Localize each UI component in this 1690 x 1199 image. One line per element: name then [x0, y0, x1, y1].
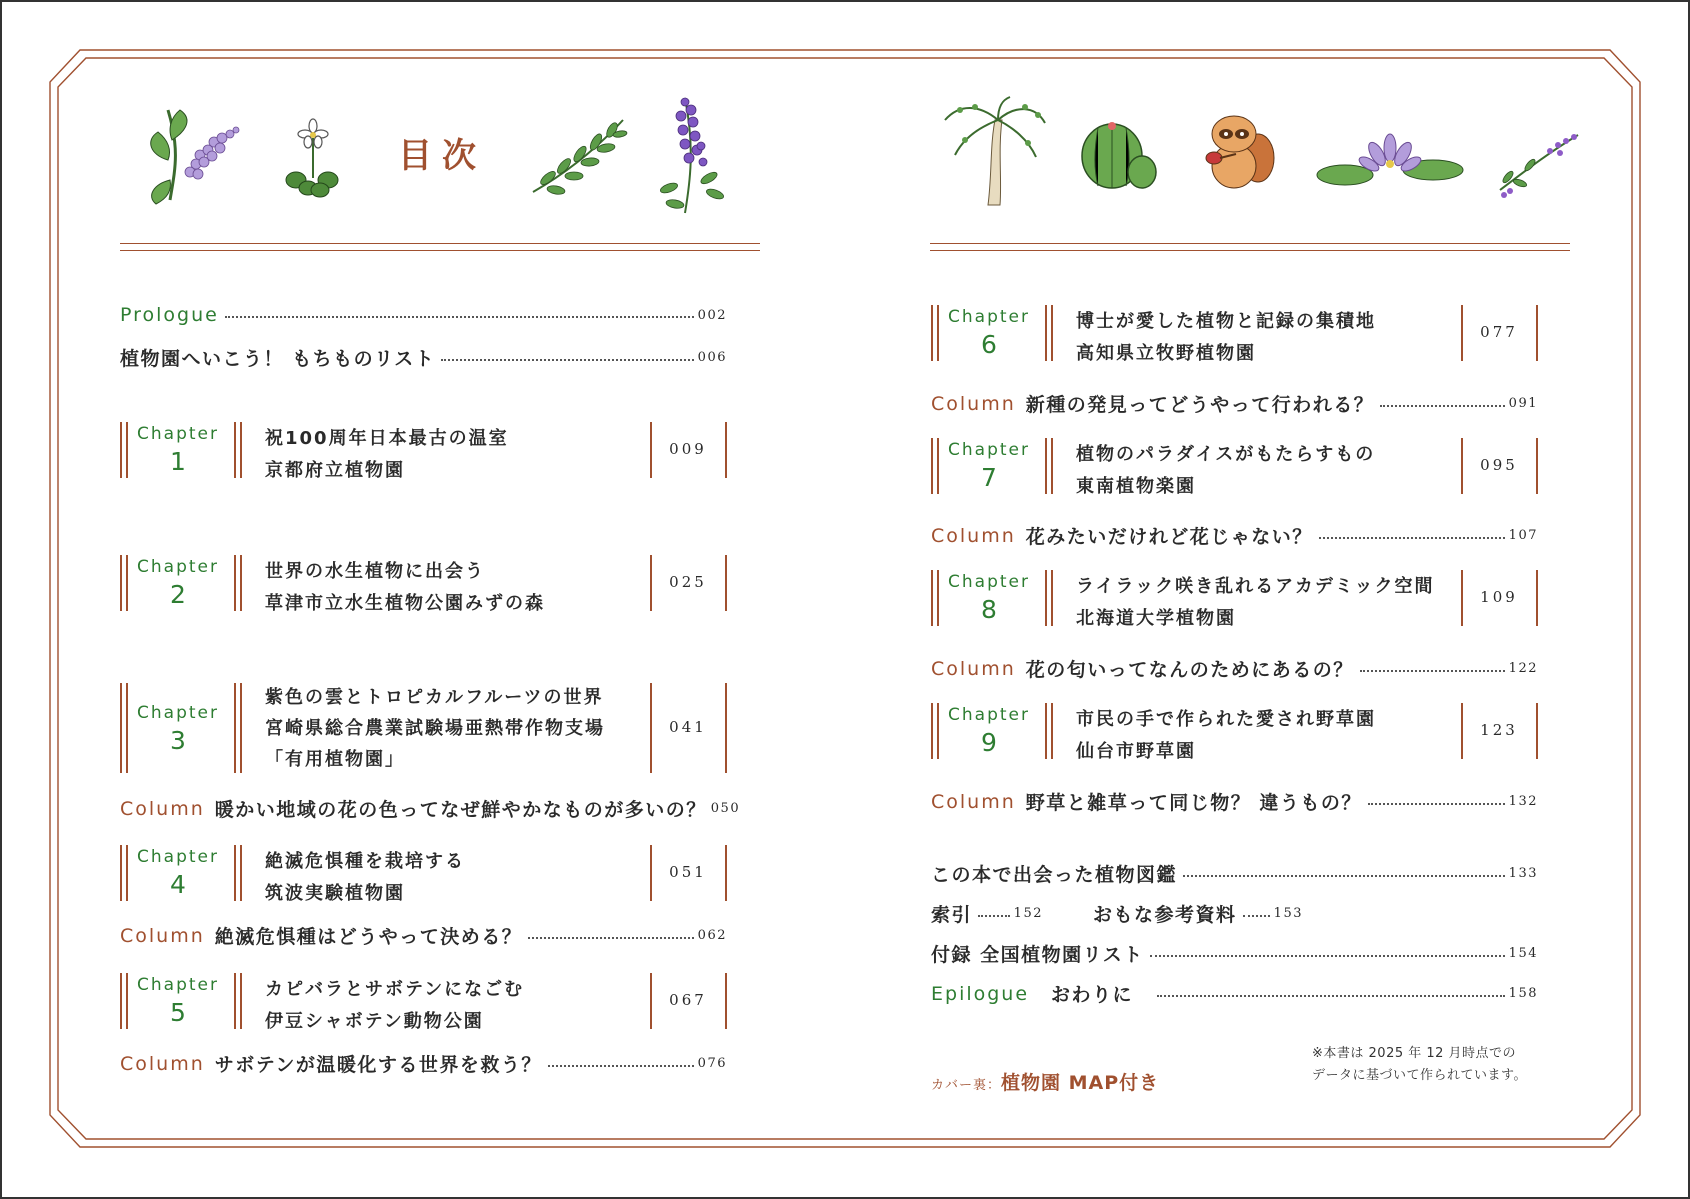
dot-leader [1150, 955, 1505, 957]
dot-leader [1368, 803, 1505, 805]
chapter-number: 5 [170, 998, 186, 1027]
chapter-word: Chapter [137, 703, 219, 723]
footnote-line-2: データに基づいて作られています。 [1312, 1068, 1527, 1083]
chapter-garden: 宮崎県総合農業試験場亜熱帯作物支場 [265, 718, 605, 739]
chapter-garden: 筑波実験植物園 [265, 883, 405, 904]
column-label: Column [120, 1052, 205, 1075]
chapter-title: カピバラとサボテンになごむ [265, 979, 525, 1000]
toc-chapter-3[interactable] [120, 683, 727, 773]
chapter-page: 009 [669, 440, 707, 458]
chapter-page: 077 [1480, 323, 1518, 341]
chapter-garden: 草津市立水生植物公園みずの森 [265, 593, 545, 614]
palm-tree-icon [940, 95, 1050, 210]
toc-entry-references[interactable] [1093, 900, 1303, 927]
chapter-title: 絶滅危惧種を栽培する [265, 851, 465, 872]
purple-wisteria-icon [655, 88, 735, 218]
column-label: Column [120, 924, 205, 947]
chapter-garden: 北海道大学植物園 [1076, 608, 1236, 629]
lilac-sprig-icon [140, 100, 250, 210]
chapter-word: Chapter [137, 557, 219, 577]
chapter-page: 067 [669, 991, 707, 1009]
toc-entry-prologue[interactable] [120, 304, 727, 326]
chapter-garden: 仙台市野草園 [1076, 741, 1196, 762]
column-label: Column [931, 657, 1016, 680]
page-number: 132 [1508, 794, 1538, 809]
dot-leader [1243, 915, 1270, 917]
chapter-title: 市民の手で作られた愛され野草園 [1076, 709, 1376, 730]
toc-chapter-5[interactable] [120, 973, 727, 1032]
chapter-page: 095 [1480, 456, 1518, 474]
entry-title: 絶滅危惧種はどうやって決める？ [214, 926, 523, 948]
column-label: Column [931, 392, 1016, 415]
column-label: Column [931, 790, 1016, 813]
chapter-word: Chapter [948, 440, 1030, 460]
toc-column-6[interactable] [931, 655, 1538, 682]
entry-title: おもな参考資料 [1093, 904, 1237, 926]
entry-title: おわりに [1051, 984, 1134, 1006]
chapter-word: Chapter [137, 975, 219, 995]
dot-leader [978, 915, 1010, 917]
chapter-page: 041 [669, 718, 707, 736]
entry-title: 索引 [931, 904, 973, 926]
toc-chapter-9[interactable] [931, 703, 1538, 762]
chapter-number: 6 [981, 330, 997, 359]
chapter-title: 博士が愛した植物と記録の集積地 [1076, 311, 1376, 332]
chapter-title: 紫色の雲とトロピカルフルーツの世界 [265, 687, 604, 708]
entry-title: 花の匂いってなんのためにあるの？ [1025, 659, 1354, 681]
toc-title: 目次 [398, 136, 486, 176]
chapter-garden-sub: 「有用植物園」 [265, 749, 405, 770]
toc-chapter-2[interactable] [120, 555, 727, 614]
page-number: 152 [1013, 906, 1043, 921]
dot-leader [225, 316, 694, 318]
chapter-word: Chapter [948, 705, 1030, 725]
page-number: 002 [697, 307, 727, 323]
toc-column-3[interactable] [120, 1050, 727, 1077]
page-number: 107 [1508, 528, 1538, 543]
toc-column-1[interactable] [120, 795, 741, 822]
footnote [1312, 1043, 1527, 1087]
chapter-word: Chapter [137, 847, 219, 867]
toc-column-2[interactable] [120, 922, 727, 949]
toc-chapter-7[interactable] [931, 438, 1538, 497]
page-number: 122 [1508, 661, 1538, 676]
cover-note-prefix: カバー裏： [931, 1078, 1002, 1093]
entry-title: 新種の発見ってどうやって行われる？ [1025, 394, 1375, 416]
page-number: 133 [1508, 866, 1538, 881]
chapter-word: Chapter [137, 424, 219, 444]
toc-entry-items-list[interactable] [120, 344, 727, 371]
toc-entry-appendix[interactable] [931, 940, 1538, 967]
toc-column-5[interactable] [931, 522, 1538, 549]
entry-title: 付録 全国植物園リスト [931, 944, 1144, 966]
dot-leader [1157, 995, 1505, 997]
entry-title: 暖かい地域の花の色ってなぜ鮮やかなものが多いの？ [214, 799, 707, 821]
cover-note [931, 1068, 1159, 1095]
dot-leader [441, 359, 693, 361]
entry-title: この本で出会った植物図鑑 [931, 864, 1178, 886]
toc-entry-epilogue[interactable] [931, 980, 1538, 1007]
chapter-title: 植物のパラダイスがもたらすもの [1076, 444, 1376, 465]
toc-column-7[interactable] [931, 788, 1538, 815]
epilogue-label: Epilogue [931, 982, 1030, 1005]
entry-title: 植物園へいこう！ もちものリスト [120, 348, 436, 370]
cover-note-text: 植物園 MAP付き [1001, 1072, 1160, 1094]
chapter-number: 2 [170, 580, 186, 609]
page-number: 062 [697, 928, 727, 943]
page-number: 076 [697, 1056, 727, 1071]
chapter-page: 051 [669, 863, 707, 881]
toc-chapter-8[interactable] [931, 570, 1538, 629]
tanuki-mascot-icon [1200, 108, 1280, 193]
chapter-title: 祝100周年日本最古の温室 [265, 428, 509, 449]
toc-chapter-1[interactable] [120, 422, 727, 481]
cactus-icon [1080, 120, 1160, 195]
entry-title: 花みたいだけれど花じゃない？ [1025, 526, 1313, 548]
purple-flower-sprig-icon [1490, 125, 1585, 200]
column-label: Column [120, 797, 205, 820]
dot-leader [1319, 537, 1505, 539]
chapter-number: 9 [981, 728, 997, 757]
dot-leader [1380, 405, 1504, 407]
chapter-number: 1 [170, 447, 186, 476]
page-number: 006 [697, 350, 727, 365]
page-number: 091 [1508, 396, 1538, 411]
chapter-garden: 東南植物楽園 [1076, 476, 1196, 497]
chapter-page: 123 [1480, 721, 1518, 739]
dot-leader [528, 937, 693, 939]
chapter-number: 4 [170, 870, 186, 899]
chapter-garden: 高知県立牧野植物園 [1076, 343, 1256, 364]
white-flower-icon [278, 118, 348, 198]
chapter-word: Chapter [948, 572, 1030, 592]
dot-leader [548, 1065, 694, 1067]
entry-title: 野草と雑草って同じ物？ 違うもの？ [1025, 792, 1362, 814]
dot-leader [1183, 875, 1505, 877]
chapter-title: ライラック咲き乱れるアカデミック空間 [1076, 576, 1435, 597]
footnote-line-1: ※本書は 2025 年 12 月時点での [1312, 1046, 1517, 1061]
page-number: 050 [710, 801, 741, 816]
header-rule-right [930, 243, 1570, 251]
chapter-garden: 京都府立植物園 [265, 460, 405, 481]
page-number: 154 [1508, 946, 1538, 961]
chapter-page: 025 [669, 573, 707, 591]
toc-column-4[interactable] [931, 390, 1538, 417]
entry-title: サボテンが温暖化する世界を救う？ [214, 1054, 542, 1076]
chapter-number: 8 [981, 595, 997, 624]
water-lily-icon [1315, 130, 1465, 190]
prologue-label: Prologue [120, 304, 219, 326]
toc-chapter-4[interactable] [120, 845, 727, 904]
chapter-number: 3 [170, 726, 186, 755]
chapter-word: Chapter [948, 307, 1030, 327]
toc-entry-index[interactable] [931, 900, 1043, 927]
toc-entry-zukan[interactable] [931, 860, 1538, 887]
green-leaf-branch-icon [528, 112, 628, 202]
dot-leader [1360, 670, 1505, 672]
chapter-number: 7 [981, 463, 997, 492]
toc-chapter-6[interactable] [931, 305, 1538, 364]
chapter-garden: 伊豆シャボテン動物公園 [265, 1011, 484, 1032]
chapter-title: 世界の水生植物に出会う [265, 561, 485, 582]
chapter-page: 109 [1480, 588, 1518, 606]
page-number: 153 [1273, 906, 1303, 921]
page-number: 158 [1508, 986, 1538, 1001]
column-label: Column [931, 524, 1016, 547]
header-rule-left [120, 243, 760, 251]
